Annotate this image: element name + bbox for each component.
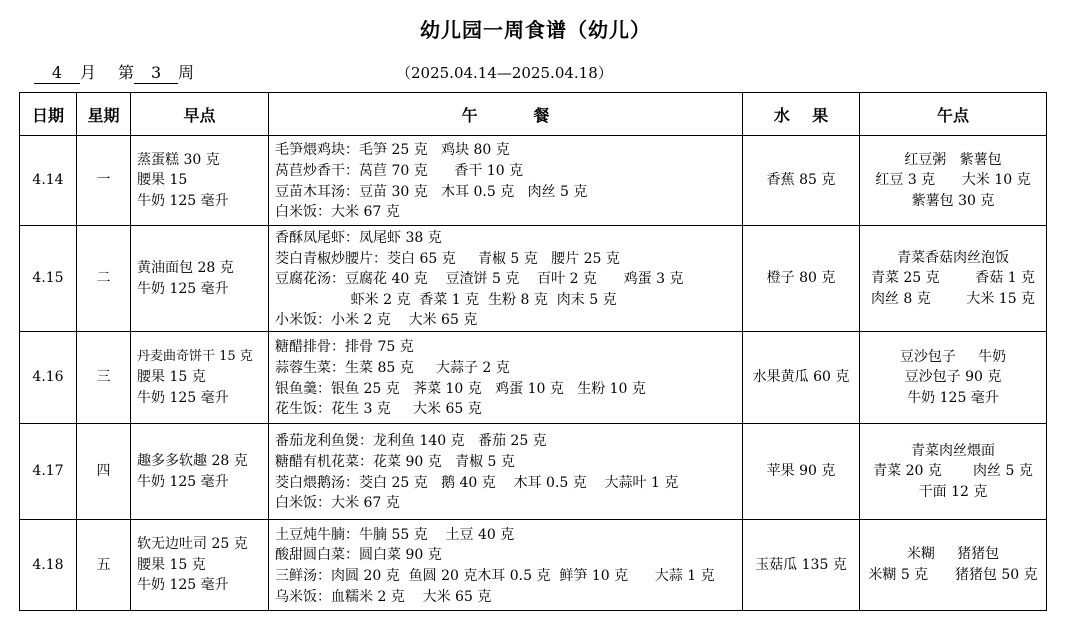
fruit-cell: 橙子 80 克 [743, 226, 860, 332]
breakfast-item: 腰果 15 克 [137, 556, 206, 573]
snack-cell [860, 136, 1047, 226]
breakfast-item: 蒸蛋糕 30 克 [137, 151, 220, 168]
date-cell: 4.16 [20, 332, 77, 424]
lunch-dish: 茭白青椒炒腰片：茭白 65 克 青椒 5 克 腰片 25 克 [275, 250, 620, 267]
column-header-weekday: 星期 [77, 93, 131, 136]
table-header-row [20, 93, 1047, 136]
lunch-dish: 糖醋排骨：排骨 75 克 [275, 339, 414, 356]
lunch-dish: 豆腐花汤：豆腐花 40 克 豆渣饼 5 克 百叶 2 克 鸡蛋 3 克 [275, 271, 684, 288]
lunch-dish: 白米饭：大米 67 克 [275, 204, 400, 221]
week-info [20, 60, 194, 84]
breakfast-item: 腰果 15 [137, 172, 188, 189]
fruit-cell: 香蕉 85 克 [743, 136, 860, 226]
week-prefix: 第 [118, 63, 135, 82]
lunch-dish: 番茄龙利鱼煲：龙利鱼 140 克 番茄 25 克 [275, 433, 547, 450]
lunch-dish: 花生饭：花生 3 克 大米 65 克 [275, 401, 482, 418]
table-row [20, 332, 1047, 424]
date-range: （2025.04.14—2025.04.18） [396, 64, 613, 82]
lunch-dish: 莴苣炒香干：莴苣 70 克 香干 10 克 [275, 162, 524, 179]
snack-line: 米糊 5 克 猪猪包 50 克 [868, 567, 1038, 583]
column-header-fruit: 水 果 [743, 93, 860, 136]
breakfast-item: 牛奶 125 毫升 [137, 577, 229, 594]
snack-line: 青菜 20 克 肉丝 5 克 [873, 463, 1033, 480]
snack-line: 红豆粥 紫薯包 [904, 151, 1002, 168]
breakfast-item: 趣多多软趣 28 克 [137, 452, 248, 469]
breakfast-item: 丹麦曲奇饼干 15 克 [137, 348, 253, 364]
lunch-dish: 虾米 2 克 香菜 1 克 生粉 8 克 肉末 5 克 [275, 291, 617, 308]
lunch-cell [269, 332, 743, 424]
lunch-dish: 糖醋有机花菜：花菜 90 克 青椒 5 克 [275, 453, 515, 470]
breakfast-cell [131, 332, 269, 424]
date-cell: 4.18 [20, 520, 77, 611]
lunch-dish: 三鲜汤：肉圆 20 克 鱼圆 20 克木耳 0.5 克 鲜笋 10 克 大蒜 1 克 [275, 568, 715, 584]
lunch-cell [269, 424, 743, 520]
breakfast-cell [131, 226, 269, 332]
weekday-cell: 一 [77, 136, 131, 226]
snack-line: 米糊 猪猪包 [906, 546, 1000, 563]
breakfast-item: 牛奶 125 毫升 [137, 473, 229, 490]
snack-cell [860, 226, 1047, 332]
lunch-dish: 蒜蓉生菜：生菜 85 克 大蒜子 2 克 [275, 359, 510, 376]
column-header-breakfast: 早点 [131, 93, 269, 136]
weekday-cell: 五 [77, 520, 131, 611]
lunch-dish: 土豆炖牛腩：牛腩 55 克 土豆 40 克 [275, 526, 515, 543]
table-row [20, 424, 1047, 520]
lunch-cell [269, 226, 743, 332]
fruit-cell: 水果黄瓜 60 克 [743, 332, 860, 424]
snack-line: 豆沙包子 90 克 [904, 369, 1002, 386]
lunch-dish: 酸甜圆白菜：圆白菜 90 克 [275, 547, 442, 564]
column-header-snack: 午点 [860, 93, 1047, 136]
snack-line: 青菜 25 克 香菇 1 克 [870, 270, 1036, 287]
date-cell: 4.14 [20, 136, 77, 226]
table-row [20, 226, 1047, 332]
snack-line: 紫薯包 30 克 [911, 192, 995, 209]
snack-cell [860, 332, 1047, 424]
snack-cell [860, 424, 1047, 520]
lunch-dish: 香酥凤尾虾：凤尾虾 38 克 [275, 230, 442, 247]
table-row [20, 520, 1047, 611]
month-value: 4 [34, 63, 80, 84]
fruit-cell: 玉菇瓜 135 克 [743, 520, 860, 611]
menu-table [19, 92, 1047, 611]
snack-line: 青菜香菇肉丝泡饭 [897, 249, 1009, 266]
lunch-dish: 白米饭：大米 67 克 [275, 495, 400, 512]
snack-line: 红豆 3 克 大米 10 克 [875, 172, 1031, 189]
snack-cell [860, 520, 1047, 611]
breakfast-cell [131, 424, 269, 520]
lunch-dish: 毛笋煨鸡块：毛笋 25 克 鸡块 80 克 [275, 142, 510, 159]
breakfast-item: 腰果 15 克 [137, 369, 206, 386]
snack-line: 肉丝 8 克 大米 15 克 [870, 290, 1036, 307]
snack-line: 干面 12 克 [918, 483, 988, 500]
date-cell: 4.17 [20, 424, 77, 520]
breakfast-item: 黄油面包 28 克 [137, 259, 234, 276]
column-header-date: 日期 [20, 93, 77, 136]
breakfast-item: 牛奶 125 毫升 [137, 192, 229, 209]
lunch-dish: 豆苗木耳汤：豆苗 30 克 木耳 0.5 克 肉丝 5 克 [275, 183, 588, 200]
lunch-cell [269, 520, 743, 611]
lunch-cell [269, 136, 743, 226]
week-value: 3 [134, 63, 178, 84]
table-row [20, 136, 1047, 226]
date-cell: 4.15 [20, 226, 77, 332]
breakfast-cell [131, 520, 269, 611]
lunch-dish: 小米饭：小米 2 克 大米 65 克 [275, 312, 478, 329]
lunch-dish: 茭白煨鹅汤：茭白 25 克 鹅 40 克 木耳 0.5 克 大蒜叶 1 克 [275, 474, 679, 491]
month-label: 月 [80, 63, 97, 82]
breakfast-item: 牛奶 125 毫升 [137, 280, 229, 297]
weekday-cell: 三 [77, 332, 131, 424]
snack-line: 豆沙包子 牛奶 [899, 348, 1007, 365]
snack-line: 牛奶 125 毫升 [907, 389, 999, 406]
breakfast-item: 软无边吐司 25 克 [137, 536, 248, 553]
week-suffix: 周 [178, 63, 195, 82]
lunch-dish: 乌米饭：血糯米 2 克 大米 65 克 [275, 588, 492, 605]
column-header-lunch: 午 餐 [269, 93, 743, 136]
breakfast-item: 牛奶 125 毫升 [137, 389, 229, 406]
snack-line: 青菜肉丝煨面 [911, 442, 995, 459]
weekday-cell: 四 [77, 424, 131, 520]
lunch-dish: 银鱼羹：银鱼 25 克 荠菜 10 克 鸡蛋 10 克 生粉 10 克 [275, 380, 646, 397]
breakfast-cell [131, 136, 269, 226]
page-title: 幼儿园一周食谱（幼儿） [420, 18, 651, 42]
weekday-cell: 二 [77, 226, 131, 332]
fruit-cell: 苹果 90 克 [743, 424, 860, 520]
